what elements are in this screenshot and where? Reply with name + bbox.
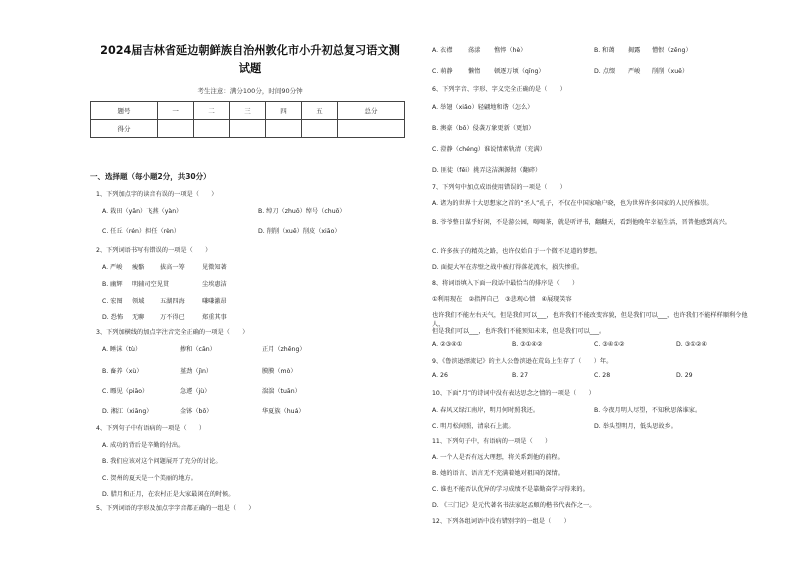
q2-row-d-3: 万不得已 [160,314,185,321]
q7-option-d: D. 面提大军在赤壁之战中被打得落花流水，损失惨重。 [432,264,584,271]
question-3: 3、下列加横线的加点字注音完全正确的一项是（ ） [96,329,249,336]
q2-row-b-3: 尘埃惠洁 [202,281,227,288]
exam-title [90,42,410,78]
q5-c-1: C. 萌静 [432,68,453,75]
q10-option-c: C. 明月松间照，清泉石上流。 [432,423,515,430]
q2-row-a-1: A. 严峻 [102,264,123,271]
q10-option-a: A. 春风又绿江南岸，明月何时照我还。 [432,407,540,414]
score-cell: 题号 [91,102,158,120]
q1-option-d: D. 削削（xuē）削皮（xiāo） [258,228,341,235]
q5-a-2: 荡漾 [468,47,481,54]
q4-option-d: D. 腊月和正月，在农村正是大家最闲在的时候。 [102,491,235,498]
score-table-score-row [91,120,405,138]
q8-option-c: C. ③④①② [594,341,625,348]
q5-c-3: 顿逐万顷（qīng） [494,68,545,75]
q2-row-c-1: C. 宏图 [102,298,123,305]
q9-option-b: B. 27 [512,372,529,379]
q3-row-d-3: 华夏族（huá） [262,408,305,415]
q7-option-a: A. 诸为的世界十大思想家之首的“圣人”孔子，不仅在中国家喻户晓，也为世界许多国家的人民所推崇。 [432,200,713,207]
q11-option-a: A. 一个人是否有远大理想，将关系到他的前程。 [432,454,564,461]
score-cell: 总分 [337,102,404,120]
q7-option-c: C. 许多孩子的精英之路，也许仅始自于一个微不足道的梦想。 [432,248,602,255]
section-heading: 一、选择题（每小题2分，共30分） [90,172,211,181]
question-12: 12、下列各组词语中没有错别字的一组是（ ） [432,518,570,525]
q2-row-b-1: B. 幽辉 [102,281,123,288]
q1-option-c: C. 任丘（rén）担任（rèn） [102,228,181,235]
score-table-header-row [91,102,405,120]
q3-row-c-1: C. 瞟见（piāo） [102,388,149,395]
question-7: 7、下列句中加点成语使用错误的一项是（ ） [432,184,566,191]
score-entry-cell [301,120,337,138]
q8-option-d: D. ③①②④ [676,341,707,348]
q5-d-3: 削削（xuē） [652,68,689,75]
q2-row-b-2: 明辅司空见贯 [132,281,170,288]
q2-row-c-4: 嗛嗛激昂 [202,298,227,305]
q10-option-d: D. 举头望明月，低头思故乡。 [594,423,677,430]
q5-b-3: 憎恨（zēng） [652,47,692,54]
score-cell: 四 [265,102,301,120]
q2-row-a-2: 瘦骼 [132,264,145,271]
q2-row-d-1: D. 恐怖 [102,314,124,321]
q4-option-c: C. 贺州的夏天是一个美丽的地方。 [102,475,197,482]
q5-b-2: 揭露 [628,47,641,54]
q11-option-c: C. 谁也不能否认优异的学习成绩不是靠勤奋学习得来的。 [432,486,589,493]
score-entry-cell [158,120,194,138]
q8-passage-line-1: 也许我们不能左右天气，但是我们可以___，也许我们不能改变容貌，但是我们可以___，也许我们不能样样顺利令他人， [432,312,748,328]
q2-row-c-2: 领域 [132,298,145,305]
title-line-1: 2024届吉林省延边朝鲜族自治州敦化市小升初总复习语文测 [100,44,400,57]
q3-row-c-3: 湍湍（tuān） [262,388,301,395]
q5-c-2: 懒惰 [468,68,481,75]
q1-option-b: B. 绰刀（zhuō）绰号（chuō） [258,208,346,215]
question-11: 11、下列句子中，有语病的一项是（ ） [432,438,552,445]
title-line-2: 试题 [238,62,262,75]
q6-option-b: B. 澳豪（bō）侵袭万象更新（更加） [432,125,535,132]
q2-row-a-3: 拔高一筹 [160,264,185,271]
q3-row-b-2: 堇劲（jìn） [180,368,213,375]
q3-row-a-2: 掺和（cān） [180,346,216,353]
q8-option-b: B. ③①④② [512,341,543,348]
q7-option-b: B. 爷爷整日谋乎好闲，不是游公园，喝喝茶，就是听评书，翻翻天，看到他晚年幸福生活，晋普他感到高兴。 [432,219,731,226]
question-2: 2、下列词语书写有错误的一项是（ ） [96,247,212,254]
q3-row-a-1: A. 睡沫（tù） [102,346,142,353]
score-cell: 二 [194,102,230,120]
q3-row-c-2: 急遽（jù） [180,388,211,395]
score-entry-cell [265,120,301,138]
q2-row-c-3: 五湖四海 [160,298,185,305]
score-entry-cell [230,120,266,138]
q4-option-b: B. 我们应该对这个问题展开了充分的讨论。 [102,458,222,465]
q5-b-1: B. 和蔼 [594,47,615,54]
score-row-label: 得分 [91,120,158,138]
question-1: 1、下列加点字的读音有误的一项是（ ） [96,191,218,198]
q2-row-d-4: 郑重其事 [202,314,227,321]
q8-option-a: A. ②③④① [432,341,463,348]
question-4: 4、下列句子中有语病的一项是（ ） [96,425,206,432]
q8-word-list: ①利用现在 ②指挥自己 ③悲观心情 ④展现笑容 [432,296,572,303]
q6-option-c: C. 澄静（chéng）谁说情素轨清（充满） [432,146,546,153]
q8-passage-line-2: 但是我们可以___，也许我们不能预知未来，但是我们可以___。 [432,328,606,335]
q9-option-d: D. 29 [676,372,693,379]
score-cell: 一 [158,102,194,120]
score-cell: 五 [301,102,337,120]
q5-d-2: 严峻 [628,68,641,75]
q11-option-b: B. 她的语言、语言无不充满着她对祖国的深情。 [432,470,564,477]
q2-row-a-4: 见微知著 [202,264,227,271]
q4-option-a: A. 成功的背后是辛勤的付出。 [102,442,185,449]
score-cell: 三 [230,102,266,120]
question-8: 8、将词语填入下面一段话中最恰当的排序是（ ） [432,280,579,287]
question-9: 9、《鲁滨逊漂流记》的主人公鲁滨逊在荒岛上生存了（ ）年。 [432,358,613,365]
q1-option-a: A. 栽田（yān）飞燕（yàn） [102,208,183,215]
q5-a-1: A. 衣襟 [432,47,453,54]
score-table [90,101,405,138]
question-6: 6、下列字音、字形、字义完全正确的是（ ） [432,86,566,93]
q3-row-a-3: 正月（zhēng） [262,346,306,353]
q3-row-b-3: 膜膜（mò） [262,368,297,375]
q10-option-b: B. 今夜月明人尽望，不知秋思落谁家。 [594,407,702,414]
q5-a-3: 憔悴（hè） [494,47,527,54]
q9-option-c: C. 28 [594,372,611,379]
q2-row-d-2: 无聊 [132,314,145,321]
q6-option-a: A. 举翅（xiǎo）轻翩地和谐（怎么） [432,104,534,111]
q3-row-d-1: D. 湘江（xiāng） [102,408,153,415]
q5-d-1: D. 点缀 [594,68,616,75]
q6-option-d: D. 匪徒（fěi）挑弄这洁渊源沏（翻碎） [432,167,542,174]
q9-option-a: A. 26 [432,372,448,379]
q11-option-d: D. 《三门记》是元代著名书法家赵孟頫的楷书代表作之一。 [432,502,596,509]
q3-row-d-2: 金钵（bō） [180,408,213,415]
score-entry-cell [337,120,404,138]
exam-notice: 考生注意：满分100分，时间90分钟 [197,87,303,95]
question-10: 10、下面“月”的诗词中没有表达思念之情的一项是（ ） [432,390,595,397]
q3-row-b-1: B. 畜养（xù） [102,368,143,375]
question-5: 5、下列词语的字形及加点字字音都正确的一组是（ ） [96,505,255,512]
score-entry-cell [194,120,230,138]
